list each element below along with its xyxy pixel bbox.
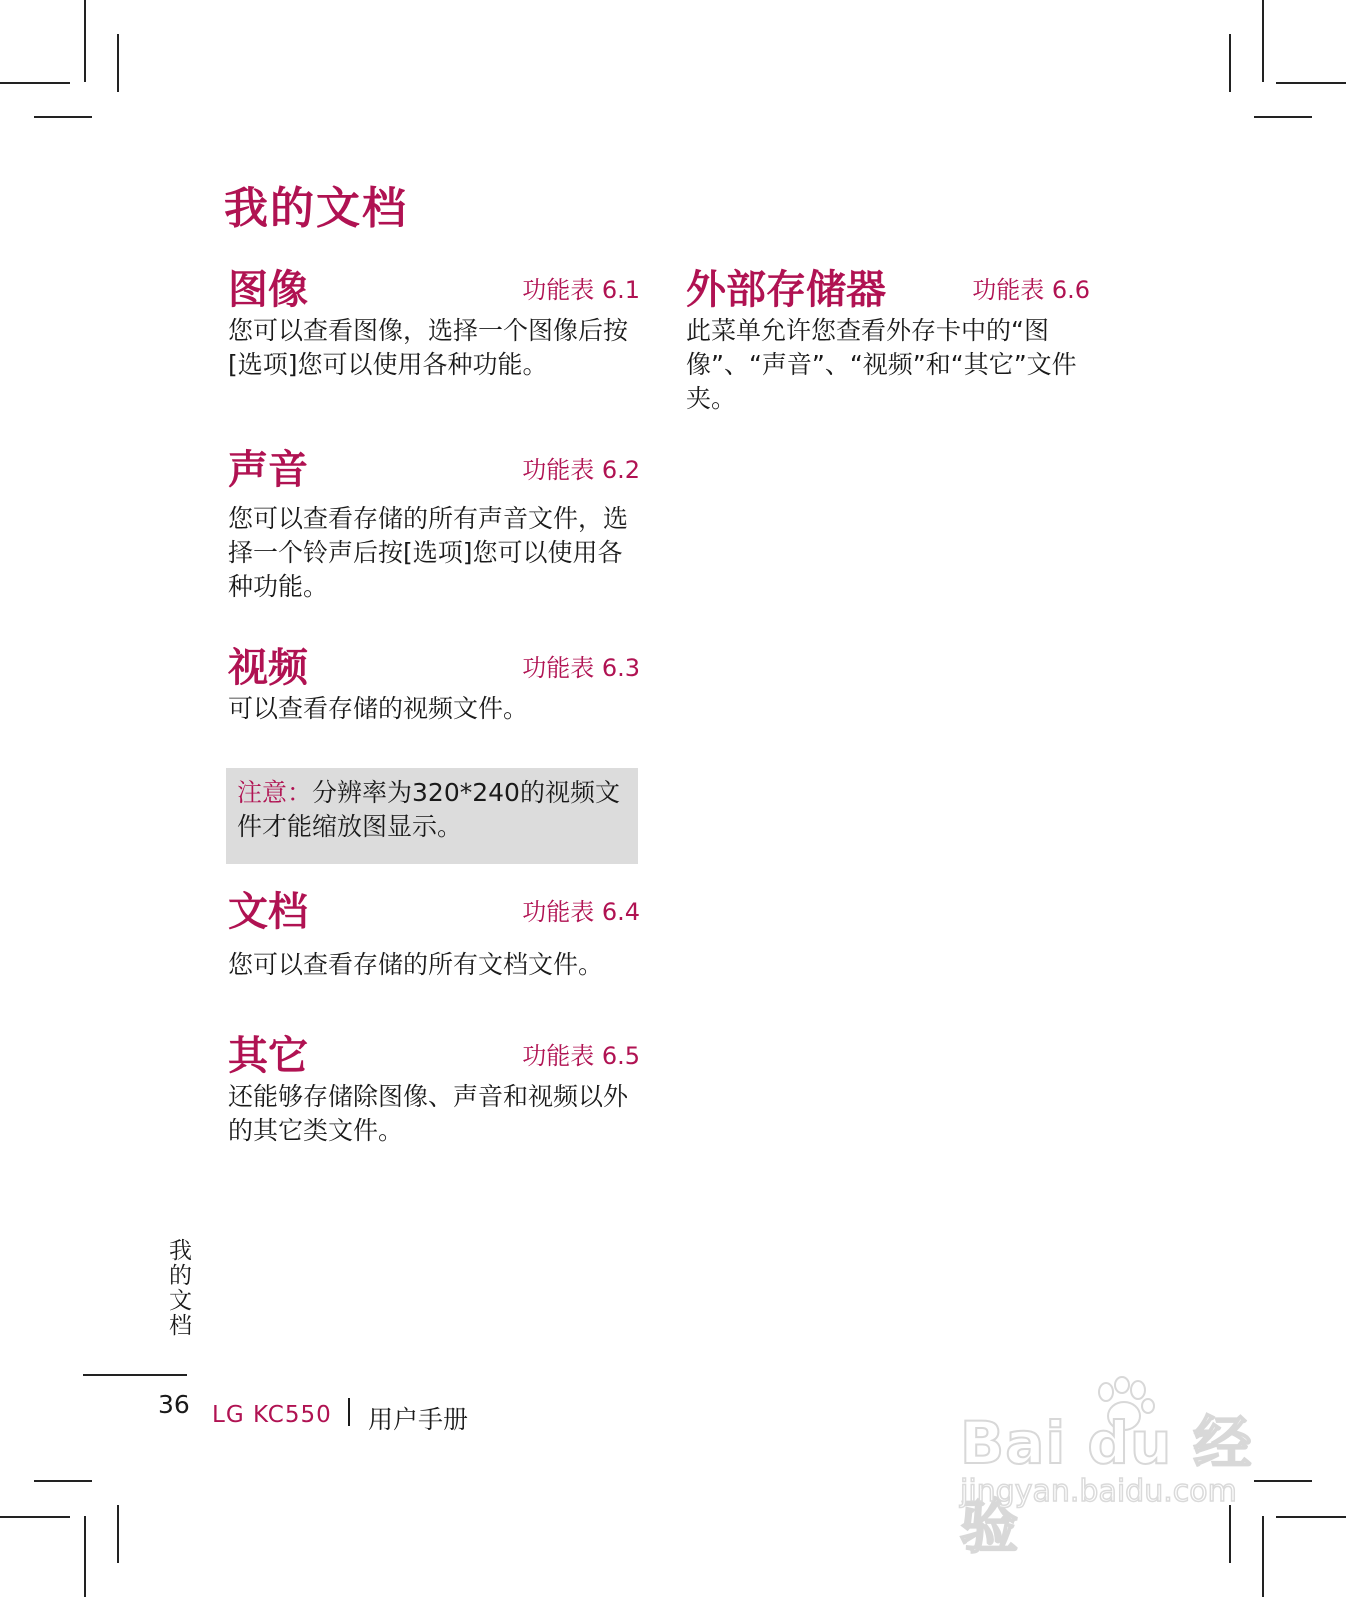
section-body: 您可以查看存储的所有文档文件。 xyxy=(228,950,604,979)
note-label: 注意： xyxy=(237,778,313,807)
note-box xyxy=(226,768,638,864)
menu-reference: 功能表 6.2 xyxy=(522,456,640,484)
page-title: 我的文档 xyxy=(224,183,408,234)
section-title: 文档 xyxy=(228,889,308,935)
menu-reference: 功能表 6.1 xyxy=(522,276,640,304)
note-text: 分辨率为320*240的视频文件才能缩放图显示。 xyxy=(237,778,620,841)
section-others xyxy=(228,1024,640,1148)
menu-reference: 功能表 6.6 xyxy=(972,276,1090,304)
crop-mark xyxy=(1276,1516,1346,1518)
crop-mark xyxy=(1254,116,1312,118)
menu-reference: 功能表 6.3 xyxy=(522,654,640,682)
crop-mark xyxy=(117,34,119,92)
crop-mark xyxy=(34,116,92,118)
crop-mark xyxy=(34,1480,92,1482)
crop-mark xyxy=(1262,0,1264,82)
menu-reference: 功能表 6.5 xyxy=(522,1042,640,1070)
page-number: 36 xyxy=(158,1390,190,1419)
section-body: 还能够存储除图像、声音和视频以外的其它类文件。 xyxy=(228,1082,629,1145)
footer-rule xyxy=(83,1374,187,1376)
section-images xyxy=(228,258,640,382)
crop-mark xyxy=(1229,34,1231,92)
side-tab-label: 我的文档 xyxy=(165,1238,191,1338)
section-title: 声音 xyxy=(228,447,308,493)
crop-mark xyxy=(84,0,86,82)
menu-reference: 功能表 6.4 xyxy=(522,898,640,926)
section-title: 视频 xyxy=(228,645,308,691)
section-body: 此菜单允许您查看外存卡中的“图像”、“声音”、“视频”和“其它”文件夹。 xyxy=(686,316,1077,413)
section-sounds xyxy=(228,438,640,604)
section-body: 您可以查看图像，选择一个图像后按[选项]您可以使用各种功能。 xyxy=(228,316,629,379)
crop-mark xyxy=(0,1516,70,1518)
section-title: 其它 xyxy=(228,1033,308,1079)
product-name: LG KC550 xyxy=(212,1402,332,1428)
crop-mark xyxy=(0,82,70,84)
section-body: 可以查看存储的视频文件。 xyxy=(228,694,529,723)
section-title: 外部存储器 xyxy=(686,267,886,313)
watermark-logo: Bai du 经验 xyxy=(960,1409,1253,1561)
manual-title: 用户手册 xyxy=(368,1405,469,1434)
section-body: 您可以查看存储的所有声音文件，选择一个铃声后按[选项]您可以使用各种功能。 xyxy=(228,504,629,601)
baidu-watermark xyxy=(960,1376,1280,1561)
section-external-memory xyxy=(686,258,1090,416)
section-documents xyxy=(228,880,640,982)
crop-mark xyxy=(84,1516,86,1597)
watermark-url: jingyan.baidu.com xyxy=(960,1474,1237,1509)
section-videos xyxy=(228,636,640,726)
section-title: 图像 xyxy=(228,267,308,313)
crop-mark xyxy=(117,1505,119,1563)
crop-mark xyxy=(1276,82,1346,84)
footer-divider xyxy=(348,1398,350,1426)
